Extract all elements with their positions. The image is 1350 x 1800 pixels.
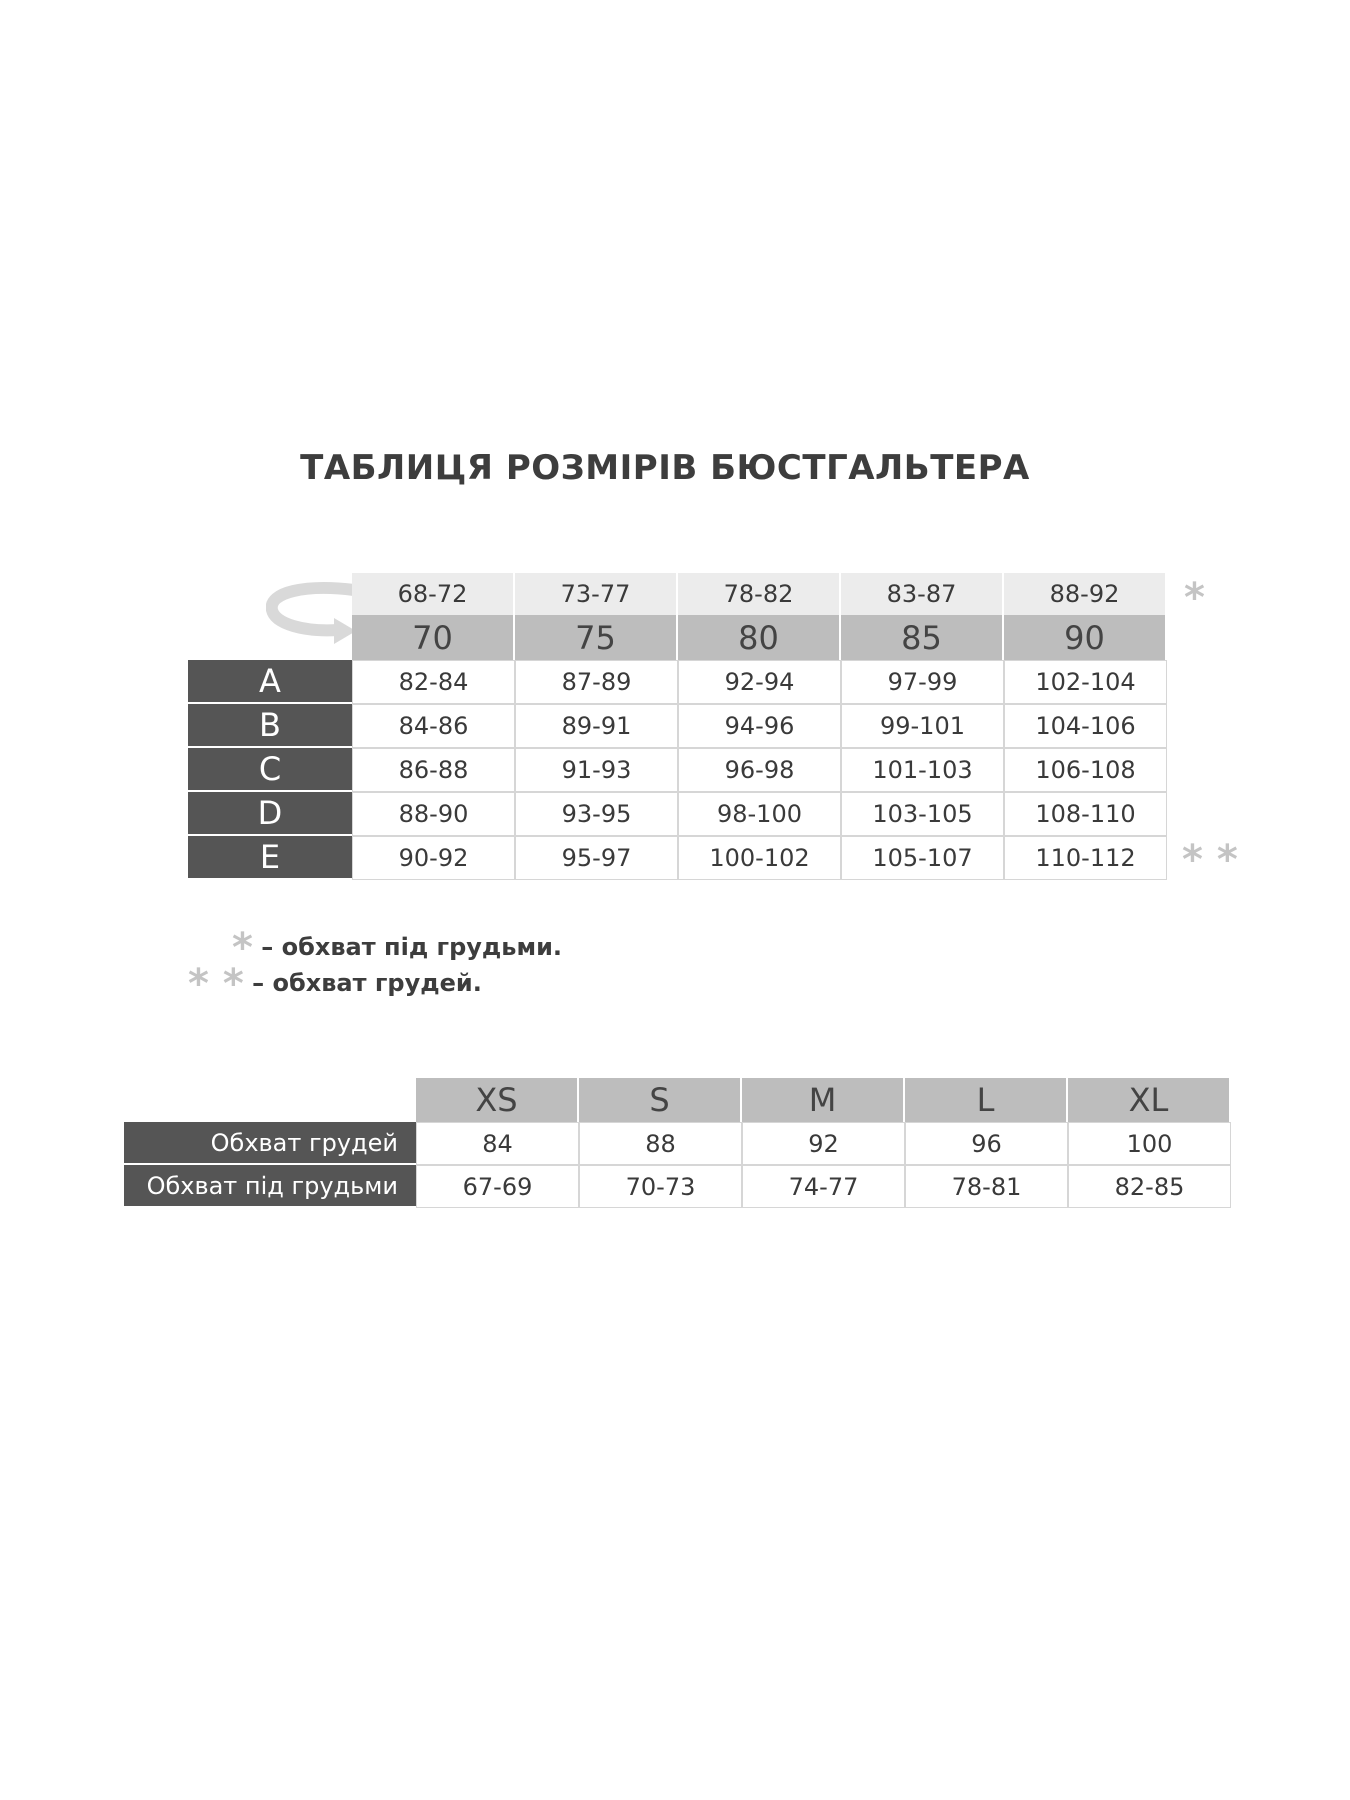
bust-value-cell: 97-99 — [841, 660, 1004, 704]
bust-value-cell: 102-104 — [1004, 660, 1167, 704]
bust-value-cell: 101-103 — [841, 748, 1004, 792]
size-header-s: S — [579, 1078, 742, 1122]
bust-value-cell: 103-105 — [841, 792, 1004, 836]
measurement-value-cell: 100 — [1068, 1122, 1231, 1165]
band-size-cell: 75 — [515, 615, 678, 660]
legend-bust-text: – обхват грудей. — [252, 969, 482, 997]
measurement-value-cell: 67-69 — [416, 1165, 579, 1208]
measurement-value-cell: 96 — [905, 1122, 1068, 1165]
cup-label-c: C — [188, 748, 352, 792]
measurement-value-cell: 78-81 — [905, 1165, 1068, 1208]
measurement-value-cell: 84 — [416, 1122, 579, 1165]
bust-star-icon: * * — [1182, 837, 1238, 883]
bust-value-cell: 90-92 — [352, 836, 515, 880]
band-range-cell: 68-72 — [352, 573, 515, 615]
measurement-label: Обхват грудей — [124, 1122, 416, 1165]
bust-value-cell: 100-102 — [678, 836, 841, 880]
underbust-star-icon: * — [1184, 575, 1205, 621]
bust-value-cell: 98-100 — [678, 792, 841, 836]
page-title: ТАБЛИЦЯ РОЗМІРІВ БЮСТГАЛЬТЕРА — [300, 448, 1030, 488]
bust-value-cell: 82-84 — [352, 660, 515, 704]
size-header-xl: XL — [1068, 1078, 1231, 1122]
measurement-value-cell: 82-85 — [1068, 1165, 1231, 1208]
bust-value-cell: 110-112 — [1004, 836, 1167, 880]
size-header-l: L — [905, 1078, 1068, 1122]
bust-value-cell: 104-106 — [1004, 704, 1167, 748]
band-size-cell: 80 — [678, 615, 841, 660]
cup-label-b: B — [188, 704, 352, 748]
bust-value-cell: 93-95 — [515, 792, 678, 836]
bust-value-cell: 95-97 — [515, 836, 678, 880]
measurement-value-cell: 70-73 — [579, 1165, 742, 1208]
bust-value-cell: 84-86 — [352, 704, 515, 748]
bust-value-cell: 86-88 — [352, 748, 515, 792]
legend-double-star-icon: * * — [188, 961, 244, 1007]
legend-bust — [188, 961, 482, 1007]
bust-value-cell: 96-98 — [678, 748, 841, 792]
bust-value-cell: 106-108 — [1004, 748, 1167, 792]
circular-arrow-icon — [266, 578, 358, 658]
band-range-cell: 73-77 — [515, 573, 678, 615]
bust-value-cell: 99-101 — [841, 704, 1004, 748]
band-range-cell: 83-87 — [841, 573, 1004, 615]
bust-value-cell: 94-96 — [678, 704, 841, 748]
bust-value-cell: 92-94 — [678, 660, 841, 704]
bust-value-cell: 91-93 — [515, 748, 678, 792]
cup-label-d: D — [188, 792, 352, 836]
band-size-cell: 85 — [841, 615, 1004, 660]
bust-value-cell: 88-90 — [352, 792, 515, 836]
measurement-label: Обхват під грудьми — [124, 1165, 416, 1208]
measurement-value-cell: 88 — [579, 1122, 742, 1165]
cup-label-e: E — [188, 836, 352, 880]
size-header-m: M — [742, 1078, 905, 1122]
legend-star-icon: * — [232, 925, 253, 971]
bust-value-cell: 105-107 — [841, 836, 1004, 880]
cup-label-a: A — [188, 660, 352, 704]
measurement-value-cell: 74-77 — [742, 1165, 905, 1208]
bust-value-cell: 108-110 — [1004, 792, 1167, 836]
band-size-cell: 70 — [352, 615, 515, 660]
measurement-value-cell: 92 — [742, 1122, 905, 1165]
band-range-cell: 78-82 — [678, 573, 841, 615]
band-range-cell: 88-92 — [1004, 573, 1167, 615]
band-size-cell: 90 — [1004, 615, 1167, 660]
bust-value-cell: 89-91 — [515, 704, 678, 748]
size-header-xs: XS — [416, 1078, 579, 1122]
legend-underbust-text: – обхват під грудьми. — [261, 933, 563, 961]
bust-value-cell: 87-89 — [515, 660, 678, 704]
